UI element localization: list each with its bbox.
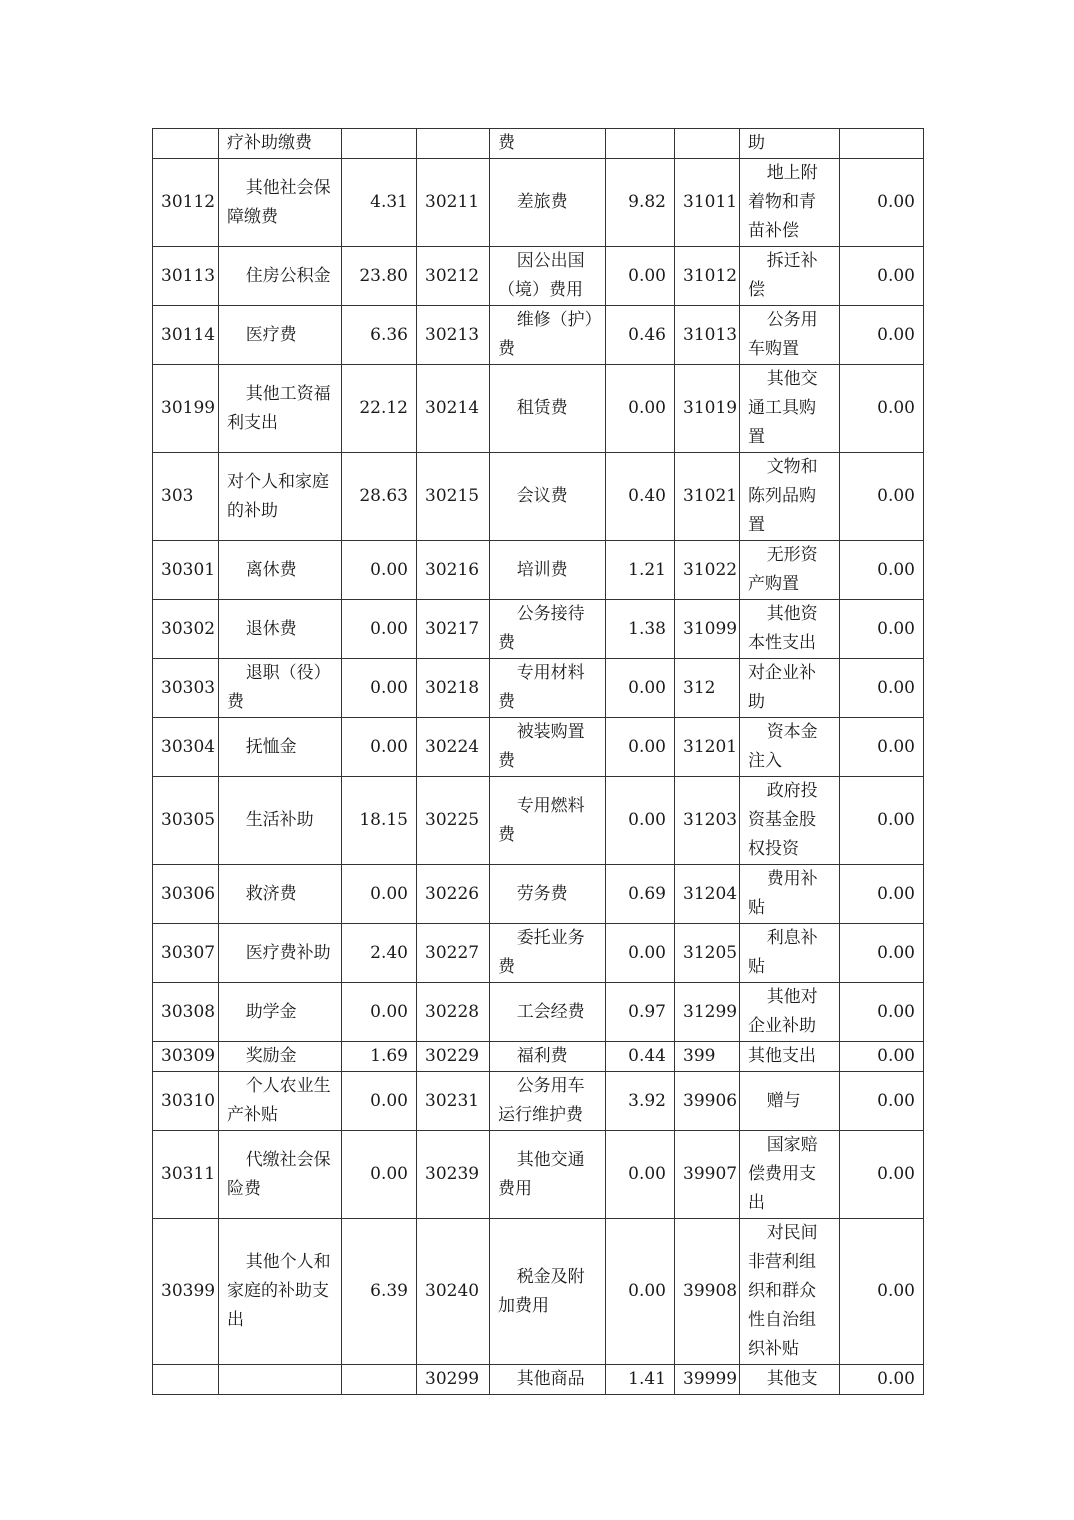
table-row bbox=[153, 1131, 924, 1219]
name-cell: 无形资产购置 bbox=[740, 541, 840, 600]
code-cell: 30114 bbox=[153, 306, 219, 365]
amount-cell: 0.00 bbox=[840, 865, 924, 924]
amount-cell: 0.00 bbox=[342, 541, 417, 600]
amount-cell: 0.00 bbox=[840, 1072, 924, 1131]
code-cell: 30218 bbox=[417, 659, 490, 718]
code-cell: 31205 bbox=[675, 924, 740, 983]
code-cell: 30302 bbox=[153, 600, 219, 659]
name-cell: 会议费 bbox=[490, 453, 606, 541]
code-cell: 31099 bbox=[675, 600, 740, 659]
table-row bbox=[153, 1072, 924, 1131]
amount-cell: 0.00 bbox=[840, 1219, 924, 1365]
table-row bbox=[153, 453, 924, 541]
code-cell: 30229 bbox=[417, 1042, 490, 1072]
code-cell: 30211 bbox=[417, 159, 490, 247]
amount-cell: 0.00 bbox=[606, 777, 675, 865]
code-cell: 30225 bbox=[417, 777, 490, 865]
amount-cell: 0.00 bbox=[840, 600, 924, 659]
amount-cell bbox=[342, 129, 417, 159]
code-cell: 31021 bbox=[675, 453, 740, 541]
amount-cell bbox=[342, 1365, 417, 1395]
code-cell: 30307 bbox=[153, 924, 219, 983]
amount-cell: 1.21 bbox=[606, 541, 675, 600]
name-cell: 救济费 bbox=[219, 865, 342, 924]
code-cell: 312 bbox=[675, 659, 740, 718]
amount-cell: 0.00 bbox=[840, 983, 924, 1042]
table-body bbox=[153, 129, 924, 1395]
code-cell: 30199 bbox=[153, 365, 219, 453]
code-cell: 39907 bbox=[675, 1131, 740, 1219]
amount-cell bbox=[606, 129, 675, 159]
name-cell: 奖励金 bbox=[219, 1042, 342, 1072]
name-cell: 其他个人和家庭的补助支出 bbox=[219, 1219, 342, 1365]
code-cell bbox=[153, 129, 219, 159]
name-cell: 其他工资福利支出 bbox=[219, 365, 342, 453]
amount-cell: 0.00 bbox=[606, 365, 675, 453]
amount-cell: 0.00 bbox=[606, 1131, 675, 1219]
name-cell: 退职（役）费 bbox=[219, 659, 342, 718]
name-cell bbox=[219, 1365, 342, 1395]
table-row bbox=[153, 247, 924, 306]
name-cell: 差旅费 bbox=[490, 159, 606, 247]
table-row bbox=[153, 777, 924, 865]
amount-cell: 0.97 bbox=[606, 983, 675, 1042]
code-cell: 30303 bbox=[153, 659, 219, 718]
table-row bbox=[153, 1365, 924, 1395]
name-cell: 培训费 bbox=[490, 541, 606, 600]
code-cell: 30215 bbox=[417, 453, 490, 541]
code-cell: 30224 bbox=[417, 718, 490, 777]
code-cell: 31204 bbox=[675, 865, 740, 924]
name-cell: 对企业补助 bbox=[740, 659, 840, 718]
amount-cell: 0.00 bbox=[342, 1072, 417, 1131]
code-cell: 30305 bbox=[153, 777, 219, 865]
table-row bbox=[153, 600, 924, 659]
name-cell: 其他交通工具购置 bbox=[740, 365, 840, 453]
amount-cell: 0.44 bbox=[606, 1042, 675, 1072]
table-row bbox=[153, 659, 924, 718]
code-cell: 39906 bbox=[675, 1072, 740, 1131]
name-cell: 其他商品 bbox=[490, 1365, 606, 1395]
amount-cell bbox=[840, 129, 924, 159]
amount-cell: 28.63 bbox=[342, 453, 417, 541]
amount-cell: 0.00 bbox=[840, 924, 924, 983]
amount-cell: 3.92 bbox=[606, 1072, 675, 1131]
table-row bbox=[153, 865, 924, 924]
amount-cell: 0.00 bbox=[840, 659, 924, 718]
code-cell: 31012 bbox=[675, 247, 740, 306]
name-cell: 公务用车购置 bbox=[740, 306, 840, 365]
code-cell: 30306 bbox=[153, 865, 219, 924]
amount-cell: 0.00 bbox=[606, 924, 675, 983]
name-cell: 助 bbox=[740, 129, 840, 159]
code-cell: 31011 bbox=[675, 159, 740, 247]
amount-cell: 0.00 bbox=[342, 983, 417, 1042]
amount-cell: 0.40 bbox=[606, 453, 675, 541]
name-cell: 对个人和家庭的补助 bbox=[219, 453, 342, 541]
code-cell: 30216 bbox=[417, 541, 490, 600]
name-cell: 其他社会保障缴费 bbox=[219, 159, 342, 247]
code-cell: 39908 bbox=[675, 1219, 740, 1365]
name-cell: 福利费 bbox=[490, 1042, 606, 1072]
code-cell: 30226 bbox=[417, 865, 490, 924]
code-cell: 31201 bbox=[675, 718, 740, 777]
code-cell bbox=[153, 1365, 219, 1395]
amount-cell: 0.00 bbox=[840, 1365, 924, 1395]
name-cell: 委托业务费 bbox=[490, 924, 606, 983]
code-cell: 30301 bbox=[153, 541, 219, 600]
name-cell: 代缴社会保险费 bbox=[219, 1131, 342, 1219]
code-cell: 30304 bbox=[153, 718, 219, 777]
table-row bbox=[153, 365, 924, 453]
amount-cell: 0.00 bbox=[840, 365, 924, 453]
amount-cell: 0.00 bbox=[606, 1219, 675, 1365]
name-cell: 文物和陈列品购置 bbox=[740, 453, 840, 541]
amount-cell: 18.15 bbox=[342, 777, 417, 865]
name-cell: 费 bbox=[490, 129, 606, 159]
amount-cell: 0.46 bbox=[606, 306, 675, 365]
code-cell: 31203 bbox=[675, 777, 740, 865]
name-cell: 税金及附加费用 bbox=[490, 1219, 606, 1365]
name-cell: 住房公积金 bbox=[219, 247, 342, 306]
code-cell: 30228 bbox=[417, 983, 490, 1042]
code-cell: 30113 bbox=[153, 247, 219, 306]
code-cell bbox=[417, 129, 490, 159]
name-cell: 医疗费 bbox=[219, 306, 342, 365]
code-cell: 30310 bbox=[153, 1072, 219, 1131]
table-row bbox=[153, 129, 924, 159]
budget-expenditure-table bbox=[152, 128, 924, 1395]
code-cell: 30231 bbox=[417, 1072, 490, 1131]
name-cell: 国家赔偿费用支出 bbox=[740, 1131, 840, 1219]
amount-cell: 4.31 bbox=[342, 159, 417, 247]
name-cell: 其他对企业补助 bbox=[740, 983, 840, 1042]
amount-cell: 0.00 bbox=[342, 718, 417, 777]
table-row bbox=[153, 718, 924, 777]
name-cell: 资本金注入 bbox=[740, 718, 840, 777]
table-row bbox=[153, 924, 924, 983]
table-row bbox=[153, 1042, 924, 1072]
amount-cell: 0.00 bbox=[606, 718, 675, 777]
name-cell: 劳务费 bbox=[490, 865, 606, 924]
amount-cell: 0.00 bbox=[840, 541, 924, 600]
table-row bbox=[153, 159, 924, 247]
code-cell: 30309 bbox=[153, 1042, 219, 1072]
amount-cell: 0.00 bbox=[606, 659, 675, 718]
code-cell: 399 bbox=[675, 1042, 740, 1072]
amount-cell: 0.00 bbox=[840, 453, 924, 541]
amount-cell: 0.00 bbox=[840, 306, 924, 365]
name-cell: 生活补助 bbox=[219, 777, 342, 865]
name-cell: 专用材料费 bbox=[490, 659, 606, 718]
code-cell: 31022 bbox=[675, 541, 740, 600]
amount-cell: 1.69 bbox=[342, 1042, 417, 1072]
amount-cell: 1.38 bbox=[606, 600, 675, 659]
name-cell: 医疗费补助 bbox=[219, 924, 342, 983]
code-cell: 31299 bbox=[675, 983, 740, 1042]
code-cell: 30239 bbox=[417, 1131, 490, 1219]
amount-cell: 0.00 bbox=[840, 1042, 924, 1072]
name-cell: 个人农业生产补贴 bbox=[219, 1072, 342, 1131]
code-cell: 30308 bbox=[153, 983, 219, 1042]
amount-cell: 22.12 bbox=[342, 365, 417, 453]
code-cell: 30240 bbox=[417, 1219, 490, 1365]
code-cell: 31019 bbox=[675, 365, 740, 453]
amount-cell: 0.00 bbox=[840, 159, 924, 247]
name-cell: 其他支 bbox=[740, 1365, 840, 1395]
table-row bbox=[153, 306, 924, 365]
name-cell: 公务接待费 bbox=[490, 600, 606, 659]
amount-cell: 0.00 bbox=[840, 718, 924, 777]
name-cell: 其他交通费用 bbox=[490, 1131, 606, 1219]
name-cell: 其他资本性支出 bbox=[740, 600, 840, 659]
name-cell: 离休费 bbox=[219, 541, 342, 600]
name-cell: 退休费 bbox=[219, 600, 342, 659]
name-cell: 公务用车运行维护费 bbox=[490, 1072, 606, 1131]
amount-cell: 0.00 bbox=[342, 659, 417, 718]
name-cell: 抚恤金 bbox=[219, 718, 342, 777]
name-cell: 赠与 bbox=[740, 1072, 840, 1131]
name-cell: 疗补助缴费 bbox=[219, 129, 342, 159]
name-cell: 租赁费 bbox=[490, 365, 606, 453]
amount-cell: 0.00 bbox=[840, 777, 924, 865]
code-cell: 30213 bbox=[417, 306, 490, 365]
code-cell: 30217 bbox=[417, 600, 490, 659]
amount-cell: 6.39 bbox=[342, 1219, 417, 1365]
code-cell: 30214 bbox=[417, 365, 490, 453]
table-row bbox=[153, 541, 924, 600]
amount-cell: 9.82 bbox=[606, 159, 675, 247]
amount-cell: 0.00 bbox=[342, 600, 417, 659]
name-cell: 专用燃料费 bbox=[490, 777, 606, 865]
code-cell: 30311 bbox=[153, 1131, 219, 1219]
code-cell: 30399 bbox=[153, 1219, 219, 1365]
amount-cell: 0.00 bbox=[840, 247, 924, 306]
code-cell: 30112 bbox=[153, 159, 219, 247]
code-cell: 30227 bbox=[417, 924, 490, 983]
amount-cell: 0.69 bbox=[606, 865, 675, 924]
amount-cell: 6.36 bbox=[342, 306, 417, 365]
amount-cell: 0.00 bbox=[342, 865, 417, 924]
table-row bbox=[153, 983, 924, 1042]
name-cell: 助学金 bbox=[219, 983, 342, 1042]
name-cell: 其他支出 bbox=[740, 1042, 840, 1072]
code-cell bbox=[675, 129, 740, 159]
code-cell: 39999 bbox=[675, 1365, 740, 1395]
amount-cell: 0.00 bbox=[840, 1131, 924, 1219]
amount-cell: 23.80 bbox=[342, 247, 417, 306]
name-cell: 维修（护）费 bbox=[490, 306, 606, 365]
name-cell: 费用补贴 bbox=[740, 865, 840, 924]
code-cell: 30299 bbox=[417, 1365, 490, 1395]
amount-cell: 2.40 bbox=[342, 924, 417, 983]
name-cell: 拆迁补偿 bbox=[740, 247, 840, 306]
name-cell: 政府投资基金股权投资 bbox=[740, 777, 840, 865]
name-cell: 工会经费 bbox=[490, 983, 606, 1042]
name-cell: 被装购置费 bbox=[490, 718, 606, 777]
code-cell: 30212 bbox=[417, 247, 490, 306]
name-cell: 地上附着物和青苗补偿 bbox=[740, 159, 840, 247]
name-cell: 对民间非营利组织和群众性自治组织补贴 bbox=[740, 1219, 840, 1365]
amount-cell: 1.41 bbox=[606, 1365, 675, 1395]
code-cell: 31013 bbox=[675, 306, 740, 365]
name-cell: 利息补贴 bbox=[740, 924, 840, 983]
amount-cell: 0.00 bbox=[342, 1131, 417, 1219]
amount-cell: 0.00 bbox=[606, 247, 675, 306]
name-cell: 因公出国（境）费用 bbox=[490, 247, 606, 306]
code-cell: 303 bbox=[153, 453, 219, 541]
table-row bbox=[153, 1219, 924, 1365]
